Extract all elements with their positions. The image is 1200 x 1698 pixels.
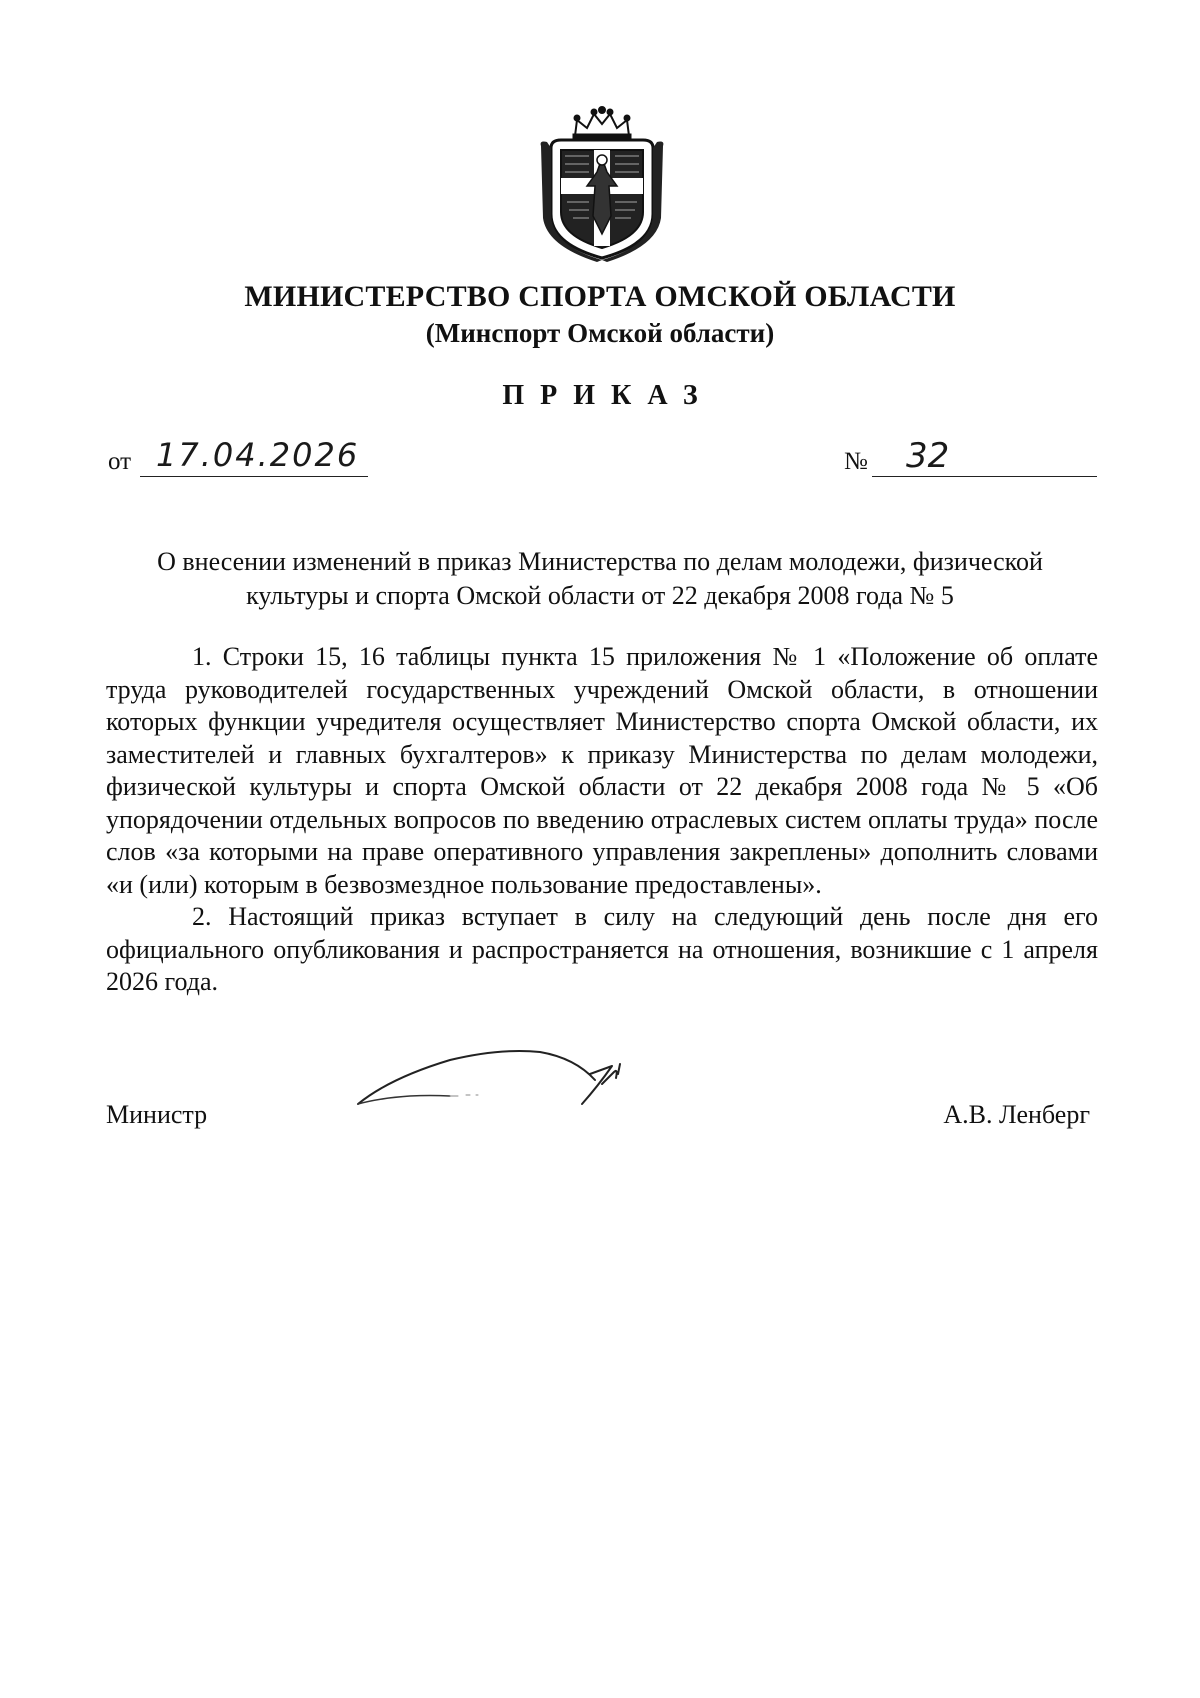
ministry-name: МИНИСТЕРСТВО СПОРТА ОМСКОЙ ОБЛАСТИ <box>244 280 956 313</box>
date-underline <box>140 476 368 477</box>
heading-line-1: О внесении изменений в приказ Министерства по делам молодежи, физической <box>157 547 1043 576</box>
document-type: ПРИКАЗ <box>502 380 714 411</box>
signatory-role: Министр <box>106 1100 208 1129</box>
date-prefix: от <box>108 448 132 475</box>
handwritten-signature-icon <box>350 1038 650 1138</box>
document-date: 17.04.2026 <box>156 436 360 474</box>
coat-of-arms-icon <box>537 106 667 262</box>
document-body <box>106 641 1098 999</box>
number-prefix: № <box>844 448 868 475</box>
signatory-name: А.В. Ленберг <box>943 1100 1090 1129</box>
body-paragraph-2: 2. Настоящий приказ вступает в силу на следующий день после дня его официального опубликования и распространяется на отношения, возникшие с 1 апреля 2026 года. <box>106 902 1098 996</box>
heading-line-2: культуры и спорта Омской области от 22 декабря 2008 года № 5 <box>246 581 954 610</box>
number-underline <box>872 476 1097 477</box>
document-number: 32 <box>906 436 950 476</box>
body-paragraph-1: 1. Строки 15, 16 таблицы пункта 15 приложения № 1 «Положение об оплате труда руководителей государственных учреждений Омской области, в отношении которых функции учредителя осуществляет Министерство спорта Омской области, их заместителей и главных бухгалтеров» к приказу Министерства по делам молодежи, физической культуры и спорта Омской области от 22 декабря 2008 года № 5 «Об упорядочении отдельных вопросов по введению отраслевых систем оплаты труда» после слов «за которыми на праве оперативного управления закреплены» дополнить словами «и (или) которым в безвозмездное пользование предоставлены». <box>106 642 1098 899</box>
document-heading <box>100 545 1100 613</box>
ministry-short-name: (Минспорт Омской области) <box>425 318 775 348</box>
